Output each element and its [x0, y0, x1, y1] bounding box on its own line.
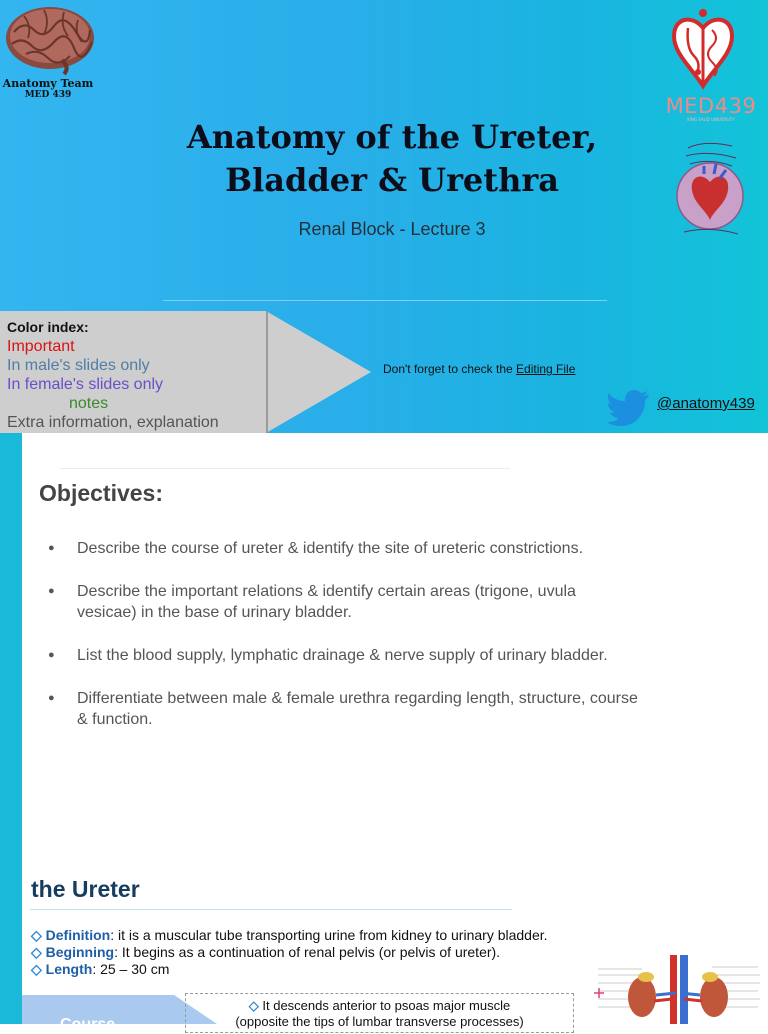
team-sub: MED 439 [24, 90, 72, 100]
list-item: ● List the blood supply, lymphatic drainage & nerve supply of urinary bladder. [48, 645, 638, 666]
beginning-row [31, 944, 631, 961]
length-row [31, 961, 631, 978]
course-line-2: (opposite the tips of lumbar transverse processes) [235, 1014, 524, 1029]
editing-prefix: Don't forget to check the [383, 362, 517, 376]
diamond-bullet-icon: ◇ [31, 961, 46, 977]
length-text: : 25 – 30 cm [92, 961, 170, 977]
color-index-female: In female's slides only [7, 376, 164, 393]
arrow-shape-icon [266, 311, 371, 433]
editing-file-link[interactable]: Editing File [516, 362, 576, 376]
editing-file-note [383, 362, 575, 376]
left-accent-strip [0, 433, 22, 1024]
diamond-bullet-icon: ◇ [248, 998, 263, 1013]
beginning-text: : It begins as a continuation of renal pelvis (or pelvis of ureter). [114, 944, 501, 960]
title-line-2: Bladder & Urethra [225, 161, 559, 199]
objectives-title: Objectives [39, 480, 156, 506]
objectives-divider [60, 468, 510, 469]
twitter-handle-link[interactable]: @anatomy439 [657, 395, 755, 412]
color-index-title: Color index: [7, 319, 89, 335]
definition-text: : it is a muscular tube transporting urine from kidney to urinary bladder. [110, 927, 548, 943]
course-note-box [185, 993, 574, 1033]
heart-seal-logo-icon [674, 138, 748, 238]
color-index-extra: Extra information, explanation [7, 414, 219, 431]
beginning-key: Beginning [45, 944, 115, 960]
cover-divider [163, 300, 607, 301]
objectives-heading [39, 480, 163, 507]
university-label: KING SAUD UNIVERSITY [687, 117, 735, 122]
course-line-1 [186, 998, 573, 1014]
definition-row [31, 927, 631, 944]
color-index-panel [0, 311, 267, 433]
diamond-bullet-icon: ◇ [31, 927, 46, 943]
ureter-definitions [31, 927, 631, 978]
title-line-1: Anatomy of the Ureter, [186, 118, 598, 156]
page-subtitle: Renal Block - Lecture 3 [298, 219, 486, 239]
objectives-colon: : [155, 480, 164, 506]
urinary-system-illustration-icon [590, 955, 768, 1024]
page-title [140, 116, 644, 202]
length-key: Length [45, 961, 93, 977]
cover-section [0, 0, 768, 433]
course-arrow-label: Course [60, 1016, 116, 1033]
color-index-notes: notes [69, 395, 109, 412]
twitter-bird-icon[interactable] [608, 390, 650, 426]
list-item: ● Describe the important relations & identify certain areas (trigone, uvula vesicae) in the base of urinary bladder. [48, 581, 638, 623]
brain-icon [4, 2, 96, 76]
ureter-heading: the Ureter [31, 876, 140, 902]
med-label: MED439 [665, 94, 757, 118]
ureter-divider [30, 909, 512, 910]
list-item: ● Describe the course of ureter & identify the site of ureteric constrictions. [48, 538, 638, 559]
course-text-1: It descends anterior to psoas major muscle [262, 998, 511, 1013]
color-index-male: In male's slides only [7, 357, 150, 374]
definition-key: Definition [45, 927, 111, 943]
team-name: Anatomy Team [2, 77, 94, 90]
color-index-important: Important [7, 338, 75, 355]
med439-heart-logo-icon [670, 8, 736, 94]
diamond-bullet-icon: ◇ [31, 944, 46, 960]
objectives-list [48, 538, 638, 752]
list-item: ● Differentiate between male & female urethra regarding length, structure, course & function. [48, 688, 638, 730]
